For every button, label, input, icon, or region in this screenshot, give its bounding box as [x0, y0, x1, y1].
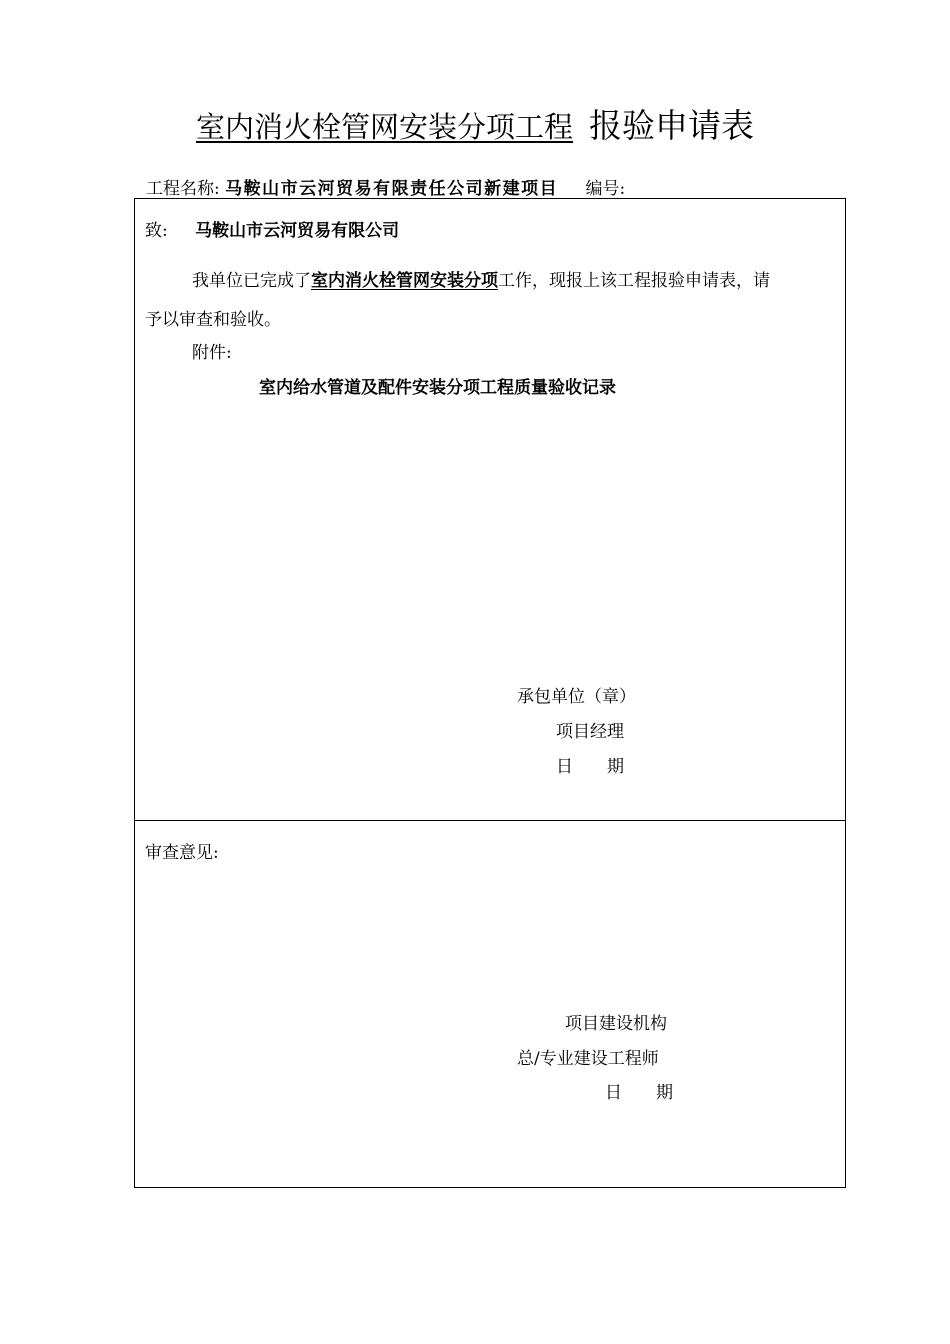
recipient-line — [145, 221, 399, 241]
project-label: 工程名称: — [146, 179, 220, 199]
project-name: 马鞍山市云河贸易有限责任公司新建项目 — [225, 179, 559, 199]
review-opinion-label: 审查意见: — [145, 843, 219, 863]
contractor-label: 承包单位（章） — [517, 687, 636, 707]
review-engineer-label: 总/专业建设工程师 — [517, 1049, 659, 1069]
body-line-1 — [192, 271, 770, 291]
body-prefix: 我单位已完成了 — [192, 271, 311, 291]
section-divider — [135, 820, 845, 821]
to-company: 马鞍山市云河贸易有限公司 — [195, 221, 400, 241]
document-title — [0, 100, 950, 147]
application-form — [134, 198, 846, 1188]
date-label-review: 日 期 — [605, 1083, 673, 1103]
body-item: 室内消火栓管网安装分项 — [311, 271, 498, 291]
title-suffix: 报验申请表 — [589, 106, 754, 145]
attachment-label: 附件: — [192, 343, 232, 363]
review-org-label: 项目建设机构 — [565, 1014, 667, 1034]
project-meta — [146, 174, 625, 199]
date-label-contractor: 日 期 — [556, 757, 624, 777]
attachment-name: 室内给水管道及配件安装分项工程质量验收记录 — [259, 378, 616, 398]
body-line-2: 予以审查和验收。 — [145, 310, 281, 330]
number-label: 编号: — [585, 179, 626, 199]
manager-label: 项目经理 — [556, 722, 624, 742]
to-label: 致: — [145, 221, 168, 241]
title-main: 室内消火栓管网安装分项工程 — [195, 110, 573, 144]
body-suffix: 工作，现报上该工程报验申请表，请 — [498, 271, 770, 291]
